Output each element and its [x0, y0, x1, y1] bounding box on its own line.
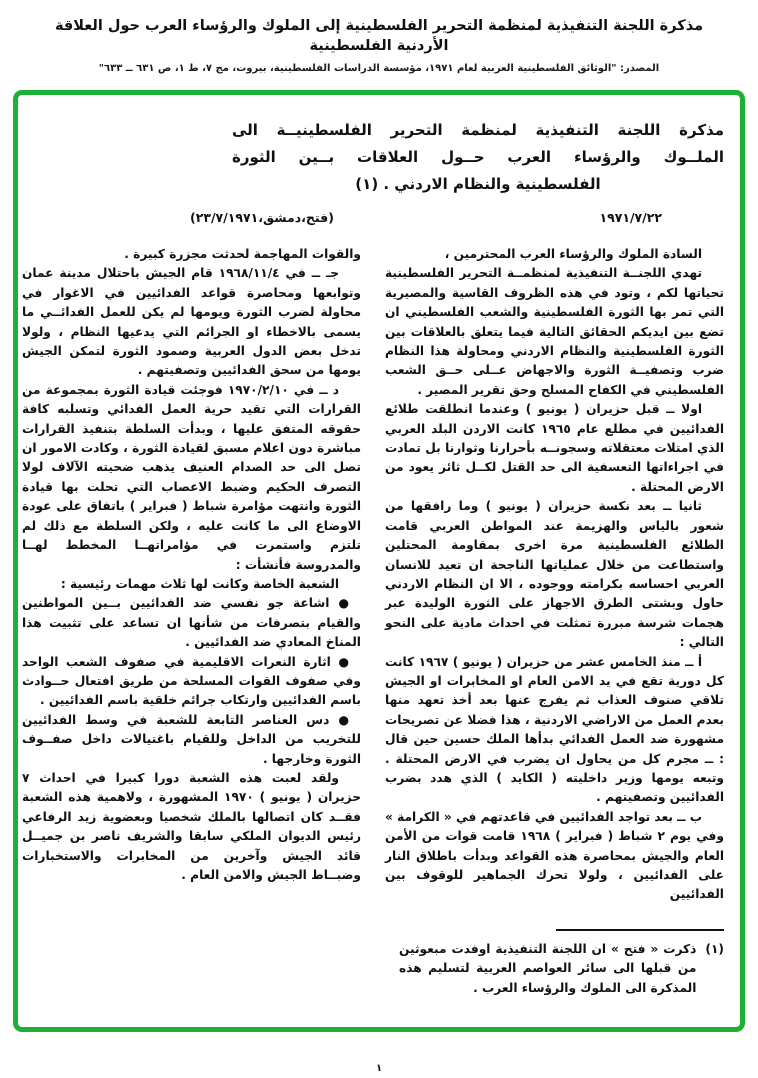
memo-date: ١٩٧١/٧/٢٢ — [599, 210, 662, 225]
memo-title-line-2: الملــوك والرؤساء العرب حــول العلاقات بــين الثورة — [232, 148, 724, 166]
source-citation: المصدر: "الوثائق الفلسطينية العربية لعام ١٩٧١، مؤسسة الدراسات الفلسطينية، بيروت، مج ٧، ط ١، ص ٦٣١ ــ ٦٣٣" — [98, 63, 660, 74]
paragraph: الشعبة الخاصة وكانت لها ثلاث مهمات رئيسية : — [60, 576, 339, 591]
column-left — [22, 245, 361, 1032]
body-columns — [18, 245, 740, 1032]
column-right — [385, 245, 724, 1032]
footnote-text: ذكرت « فتح » ان اللجنة التنفيذية اوفدت مبعوثين من قبلها الى سائر العواصم العربية لتسليم هذه المذكرة الى الملوك والرؤساء العرب . — [399, 941, 697, 995]
document-frame — [13, 90, 745, 1032]
paragraph: د ــ في ١٩٧٠/٢/١٠ فوجئت قيادة الثورة بمجموعة من القرارات التي تقيد حرية العمل الفدائي وتسلبه كافة حقوقه المتفق عليها ، وبدأت السلطة بتنفيذ القرارات مباشرة دون اعلام مسبق لقيادة الثورة ، وكادت الامور ان تصل الى حد الصدام العنيف يذهب ضحيته الآلاف لولا التصرف الحكيم وضبط الاعصاب التي تحلت بها قيادة الثورة وانتهت مؤامرة شباط ( فبراير ) باتفاق على عودة الاوضاع الى ما كانت عليه ، ولكن السلطة مع ذلك لم تلتزم واستمرت في مؤامراتهــا المخطط لهــا والمدروسة فأنشأت : — [22, 382, 361, 572]
dates-row — [18, 210, 740, 232]
paragraph-bullet: ● اثارة النعرات الاقليمية في صفوف الشعب الواحد وفي صفوف القوات المسلحة من طريق افتعال حــوادث باسم الفدائيين وارتكاب جرائم خلقية باسم الفدائيين . — [22, 654, 361, 708]
paragraph: أ ــ منذ الخامس عشر من حزيران ( يونيو ) ١٩٦٧ كانت كل دورية تقع في يد الامن العام او المخابرات او الجيش تلاقي صنوف العذاب ثم يفرج عنها بعد أخذ تعهد منها بعدم العمل من الاراضي الاردنية ، هذا فضلا عن تصريحات مشهورة ضد العمل الفدائي بدأها الملك حسين حين قال : ــ مجرم كل من يحاول ان يضرب في الارض المحتلة . وتبعه يومها وزير داخليته ( الكايد ) الذي هدد بضرب الفدائيين وتصفيتهم . — [385, 654, 724, 805]
paragraph-bullet: ● دس العناصر التابعة للشعبة في وسط الفدائيين للتخريب من الداخل وللقيام باغتيالات داخل صفــوف الثورة وخارجها . — [22, 712, 361, 766]
publication-date: (فتح،دمشق،٢٣/٧/١٩٧١) — [190, 210, 334, 225]
footnote-divider — [556, 929, 724, 931]
paragraph: جـ ــ في ١٩٦٨/١١/٤ قام الجيش باحتلال مدينة عمان وتوابعها ومحاصرة قواعد الفدائيين في الاغوار في محاولة لضرب الثورة ويومها لم يكن للعمل الفدائــي ما يسمى بالاخطاء او الجرائم التي يدعيها النظام ، ولولا تدخل بعض الدول العربية وصمود الثورة لتمكن الجيش يومها من سحق الفدائيين وتصفيتهم . — [22, 266, 361, 378]
memo-title — [232, 117, 724, 198]
memo-title-line-3: الفلسطينية والنظام الاردني . (١) — [355, 175, 601, 193]
paragraph: والقوات المهاجمة لحدثت مجزرة كبيرة . — [124, 247, 361, 261]
page-number: ١ — [375, 1063, 383, 1074]
footnote — [385, 929, 724, 998]
paragraph: السادة الملوك والرؤساء العرب المحترمين ، — [444, 247, 702, 261]
paragraph: ولقد لعبت هذه الشعبة دورا كبيرا في احداث ٧ حزيران ( يونيو ) ١٩٧٠ المشهورة ، ولاهمية هذه الشعبة فقــد كان اتصالها بالملك شخصيا وبعضوية زيد الرفاعي رئيس الديوان الملكي سابقا والشريف ناصر بن جميــل قائد الجيش وآخرين من المخابرات والاستخبارات وضبــاط الجيش والامن العام . — [22, 770, 362, 882]
page-header — [0, 16, 758, 74]
paragraph: ب ــ بعد تواجد الفدائيين في قاعدتهم في « الكرامة » وفي يوم ٢ شباط ( فبراير ) ١٩٦٨ قامت قوات من الأمن العام والجيش بمحاصرة هذه القواعد وبدأت باطلاق النار على الفدائيين ، ولولا تحرك الجماهير للوقوف بين الفدائيين — [385, 809, 724, 902]
paragraph: اولا ــ قبل حزيران ( يونيو ) وعندما انطلقت طلائع الفدائيين في مطلع عام ١٩٦٥ كانت الاردن البلد العربي الذي امتلات معتقلاته وسجونــه بأحرارنا وثوارنا بل تمادت في اجراءاتها التعسفية الى حد القتل لكــل ثائر يعود من الارض المحتلة . — [385, 402, 724, 494]
footnote-marker: (١) — [705, 941, 724, 956]
document-heading: مذكرة اللجنة التنفيذية لمنظمة التحرير الفلسطينية إلى الملوك والرؤساء العرب حول العلاقة الأردنية الفلسطينية — [54, 18, 704, 54]
footnote-body — [385, 940, 724, 998]
memo-title-line-1: مذكرة اللجنة التنفيذية لمنظمة التحرير الفلسطينيــة الى — [232, 121, 724, 139]
paragraph: تهدي اللجنــة التنفيذية لمنظمــة التحرير الفلسطينية تحياتها لكم ، وتود في هذه الظروف القاسية والمصيرية التي تمر بها الثورة الفلسطينية والشعب الفلسطيني ان تضع بين ايديكم الحقائق التالية فيما يتعلق بالعلاقات بين الثورة الفلسطينية والنظام الاردني ومحاولة هذا النظام ضرب وتصفيــة الثورة والاجهاض عــلى حــق الشعب الفلسطيني في الكفاح المسلح وحق تقرير المصير . — [385, 266, 724, 397]
paragraph: ثانيا ــ بعد نكسة حزيران ( يونيو ) وما رافقها من شعور بالياس والهزيمة عند المواطن العربي قامت الطلائع الفلسطينية مرة اخرى بمقاومة المحتلين واستطاعت من خلال عملياتها الناجحة ان تعيد للانسان العربي احساسه بكرامته ووجوده ، الا ان النظام الاردني حاول وبشتى الطرق الاجهاز على الثورة الوليدة عبر هجمات شرسة مبررة تمثلت في احداث مادية على النحو التالي : — [385, 499, 724, 650]
paragraph-bullet: ● اشاعة جو نفسي ضد الفدائيين بــين المواطنين والقيام بتصرفات من شأنها ان تساعد على تثبيت هذا المناخ المعادي ضد الفدائيين . — [22, 596, 361, 650]
